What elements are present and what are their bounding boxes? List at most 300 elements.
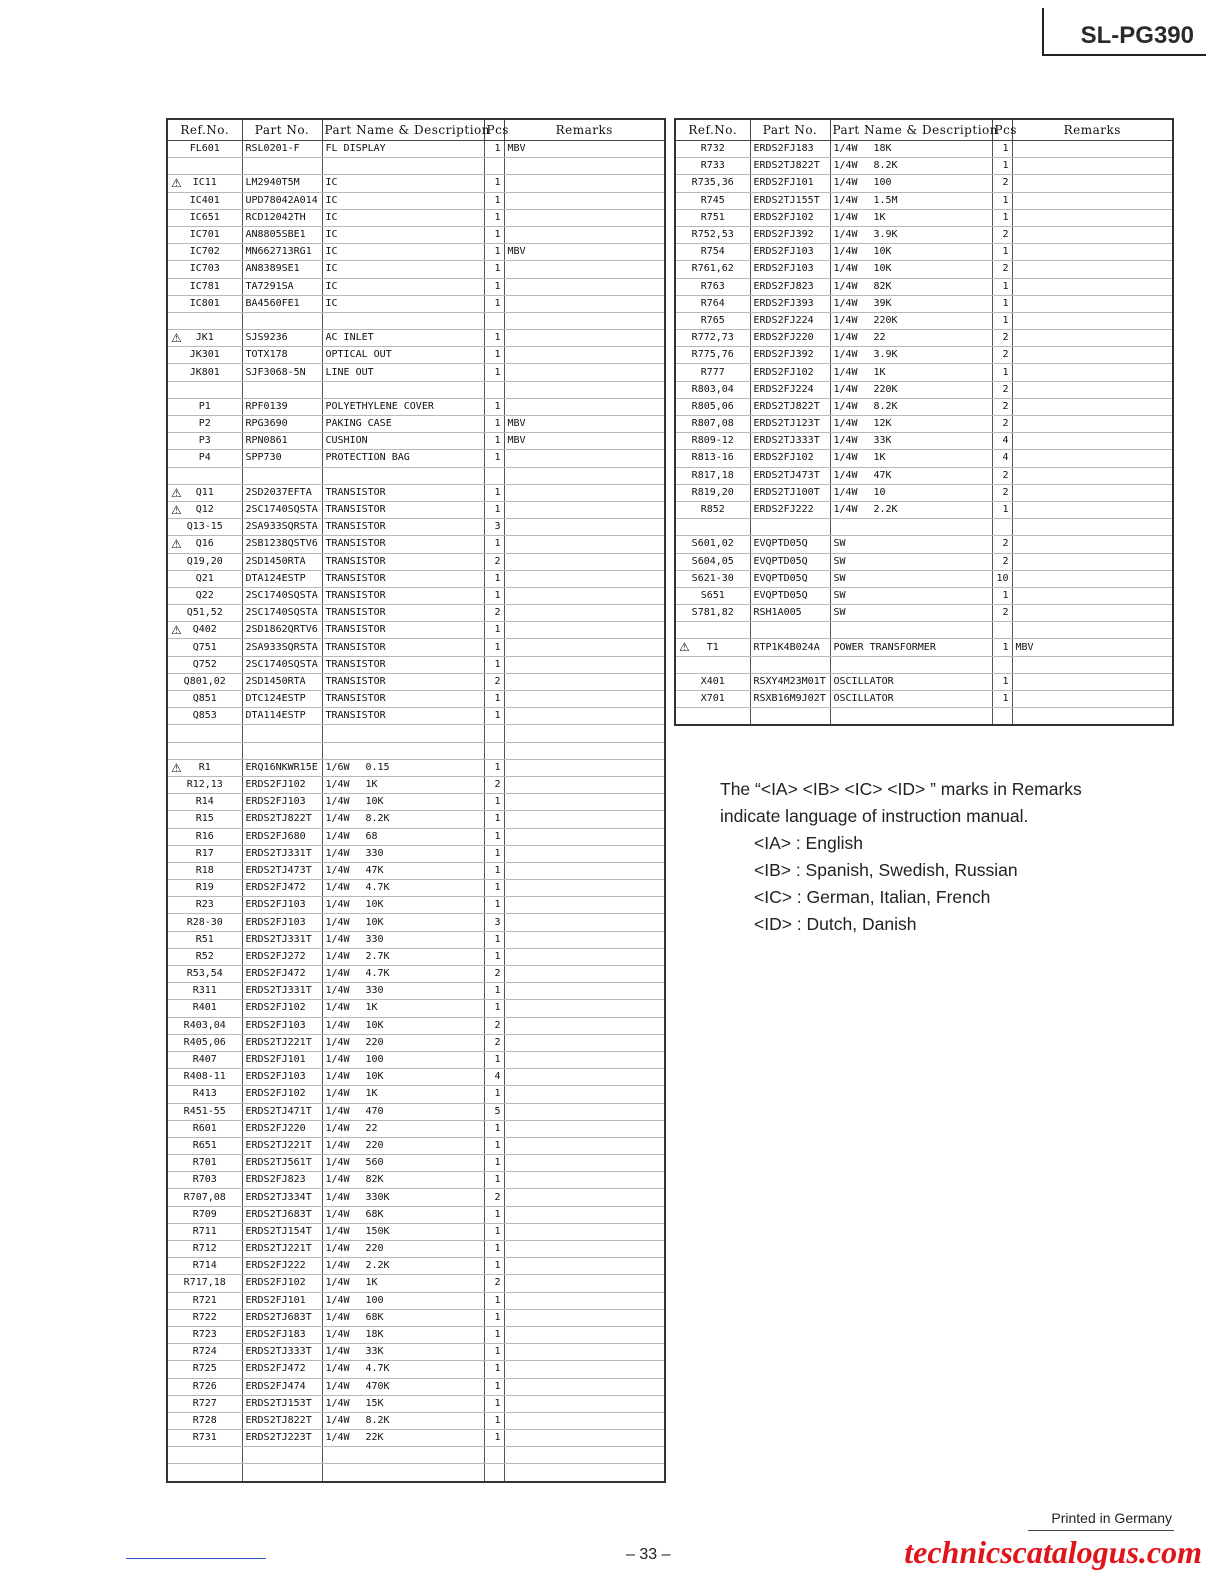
part-name: 1/4W <box>833 504 858 516</box>
site-watermark[interactable]: technicscatalogus.com <box>904 1534 1202 1570</box>
cell-remarks <box>504 1275 665 1292</box>
cell-pcs: 1 <box>484 828 504 845</box>
part-value: 330K <box>365 1191 390 1203</box>
cell-ref <box>675 295 750 312</box>
table-row <box>675 295 1173 312</box>
part-value: 33K <box>873 435 892 447</box>
cell-description <box>830 381 992 398</box>
cell-part-no: ERDS2FJ103 <box>242 914 322 931</box>
cell-description <box>322 656 484 673</box>
cell-description <box>322 141 484 158</box>
part-value: 330 <box>365 985 384 997</box>
table-row <box>167 364 665 381</box>
cell-description <box>830 656 992 673</box>
cell-ref <box>167 381 242 398</box>
cell-pcs: 1 <box>484 278 504 295</box>
cell-part-no <box>242 312 322 329</box>
cell-ref <box>675 433 750 450</box>
cell-pcs: 1 <box>992 192 1012 209</box>
part-name: 1/4W <box>325 1397 350 1409</box>
cell-ref <box>167 1258 242 1275</box>
cell-description <box>322 1430 484 1447</box>
cell-description <box>322 570 484 587</box>
cell-description <box>830 364 992 381</box>
cell-description <box>322 1361 484 1378</box>
cell-remarks <box>1012 467 1173 484</box>
table-row <box>167 605 665 622</box>
cell-pcs: 1 <box>992 278 1012 295</box>
part-name: LINE OUT <box>325 366 374 378</box>
part-value: 1K <box>873 366 886 378</box>
cell-part-no: ERDS2TJ331T <box>242 845 322 862</box>
cell-description <box>830 175 992 192</box>
cell-part-no: BA4560FE1 <box>242 295 322 312</box>
table-row <box>675 244 1173 261</box>
ref-number: R777 <box>700 366 725 378</box>
cell-part-no: DTA114ESTP <box>242 708 322 725</box>
table-row <box>167 742 665 759</box>
cell-part-no: ERDS2FJ680 <box>242 828 322 845</box>
cell-ref <box>167 931 242 948</box>
cell-ref <box>675 347 750 364</box>
cell-description <box>322 1241 484 1258</box>
ref-number: R763 <box>700 280 725 292</box>
cell-description <box>322 794 484 811</box>
part-name: 1/4W <box>833 400 858 412</box>
ref-number: R733 <box>700 160 725 172</box>
cell-description <box>322 691 484 708</box>
cell-pcs: 2 <box>484 966 504 983</box>
cell-part-no: ERDS2FJ392 <box>750 347 830 364</box>
part-value: 3.9K <box>873 349 898 361</box>
cell-ref <box>167 1206 242 1223</box>
cell-description <box>322 1309 484 1326</box>
cell-ref <box>167 622 242 639</box>
part-name: 1/4W <box>325 830 350 842</box>
cell-remarks <box>504 1258 665 1275</box>
table-row <box>675 312 1173 329</box>
cell-ref <box>167 175 242 192</box>
ref-number: Q11 <box>195 486 214 498</box>
ref-number: R14 <box>195 796 214 808</box>
part-name: 1/4W <box>325 1157 350 1169</box>
cell-description <box>322 209 484 226</box>
cell-ref <box>167 209 242 226</box>
cell-pcs: 2 <box>992 536 1012 553</box>
cell-ref <box>167 639 242 656</box>
cell-ref <box>167 1103 242 1120</box>
table-row <box>167 519 665 536</box>
ref-number: R752,53 <box>691 229 734 241</box>
part-name: 1/4W <box>325 916 350 928</box>
cell-remarks <box>1012 416 1173 433</box>
cell-remarks <box>504 398 665 415</box>
table-row <box>167 450 665 467</box>
ref-number: R807,08 <box>691 418 734 430</box>
ref-number: JK301 <box>189 349 220 361</box>
table-row <box>167 1223 665 1240</box>
part-name: 1/4W <box>325 1329 350 1341</box>
cell-part-no: DTC124ESTP <box>242 691 322 708</box>
part-name: 1/4W <box>325 1122 350 1134</box>
part-name: 1/4W <box>833 263 858 275</box>
cell-remarks <box>504 897 665 914</box>
cell-pcs: 1 <box>484 622 504 639</box>
table-row <box>675 605 1173 622</box>
cell-description <box>322 605 484 622</box>
cell-description <box>322 416 484 433</box>
cell-pcs: 1 <box>484 364 504 381</box>
table-row <box>167 570 665 587</box>
cell-ref <box>167 880 242 897</box>
part-value: 1K <box>365 779 378 791</box>
table-row <box>675 450 1173 467</box>
cell-description <box>322 1344 484 1361</box>
cell-ref <box>167 467 242 484</box>
cell-pcs: 1 <box>484 931 504 948</box>
table-row <box>167 536 665 553</box>
cell-remarks <box>1012 450 1173 467</box>
cell-ref <box>167 553 242 570</box>
cell-remarks <box>1012 141 1173 158</box>
cell-part-no: ERDS2FJ393 <box>750 295 830 312</box>
part-name: 1/4W <box>325 1432 350 1444</box>
ref-number: T1 <box>706 641 719 653</box>
table-row <box>167 983 665 1000</box>
cell-part-no: ERDS2FJ183 <box>750 141 830 158</box>
cell-remarks <box>504 639 665 656</box>
cell-description <box>322 1034 484 1051</box>
part-name: 1/4W <box>325 1260 350 1272</box>
cell-ref <box>167 708 242 725</box>
cell-part-no: ERDS2TJ822T <box>242 1412 322 1429</box>
part-value: 47K <box>873 469 892 481</box>
cell-part-no: ERDS2TJ822T <box>750 158 830 175</box>
part-name: TRANSISTOR <box>325 486 386 498</box>
ref-number: R731 <box>192 1432 217 1444</box>
part-value: 1K <box>365 1002 378 1014</box>
cell-description <box>322 1051 484 1068</box>
table-row <box>167 141 665 158</box>
ref-number: R732 <box>700 143 725 155</box>
part-name: IC <box>325 177 338 189</box>
part-value: 12K <box>873 418 892 430</box>
warning-triangle-icon: ⚠ <box>171 502 182 517</box>
cell-ref <box>167 742 242 759</box>
ref-number: JK1 <box>195 332 214 344</box>
cell-part-no: ERDS2TJ471T <box>242 1103 322 1120</box>
cell-remarks <box>504 519 665 536</box>
cell-pcs: 1 <box>992 691 1012 708</box>
cell-description <box>830 536 992 553</box>
cell-description <box>322 759 484 776</box>
cell-part-no <box>242 1447 322 1464</box>
table-row <box>167 261 665 278</box>
cell-part-no <box>242 725 322 742</box>
cell-part-no: RSXY4M23M01T <box>750 673 830 690</box>
cell-pcs: 1 <box>484 1258 504 1275</box>
table-row <box>167 1309 665 1326</box>
cell-ref <box>675 226 750 243</box>
cell-remarks <box>504 1395 665 1412</box>
cell-remarks <box>504 931 665 948</box>
part-name: 1/4W <box>325 1380 350 1392</box>
cell-remarks <box>504 278 665 295</box>
part-value: 470 <box>365 1105 384 1117</box>
ref-number: R724 <box>192 1346 217 1358</box>
cell-description <box>322 1017 484 1034</box>
table-row <box>167 828 665 845</box>
cell-ref <box>675 519 750 536</box>
ref-number: R709 <box>192 1208 217 1220</box>
table-row <box>167 1344 665 1361</box>
cell-pcs: 2 <box>992 330 1012 347</box>
part-value: 8.2K <box>365 1414 390 1426</box>
cell-description <box>322 1275 484 1292</box>
cell-remarks <box>504 1464 665 1482</box>
cell-part-no: ERDS2TJ822T <box>242 811 322 828</box>
part-name: TRANSISTOR <box>325 658 386 670</box>
cell-description <box>322 192 484 209</box>
cell-ref <box>167 261 242 278</box>
cell-ref <box>675 605 750 622</box>
table-row <box>167 347 665 364</box>
cell-remarks <box>1012 587 1173 604</box>
table-row <box>167 622 665 639</box>
part-value: 10K <box>873 263 892 275</box>
cell-ref <box>675 536 750 553</box>
cell-ref <box>167 914 242 931</box>
cell-part-no: ERDS2FJ103 <box>750 244 830 261</box>
table-row <box>167 708 665 725</box>
cell-ref <box>675 381 750 398</box>
part-name: 1/4W <box>833 435 858 447</box>
cell-description <box>322 484 484 501</box>
cell-ref <box>167 948 242 965</box>
table-row <box>167 914 665 931</box>
table-row <box>167 862 665 879</box>
cell-description <box>830 347 992 364</box>
part-value: 330 <box>365 847 384 859</box>
cell-pcs: 1 <box>484 1292 504 1309</box>
cell-pcs: 1 <box>484 175 504 192</box>
cell-description <box>322 1069 484 1086</box>
cell-pcs: 1 <box>484 209 504 226</box>
cell-ref <box>675 484 750 501</box>
cell-pcs: 2 <box>992 381 1012 398</box>
ref-number: R727 <box>192 1397 217 1409</box>
cell-ref <box>167 1378 242 1395</box>
col-pcs-header: Pcs <box>992 119 1012 141</box>
part-name: IC <box>325 229 338 241</box>
part-value: 10K <box>873 246 892 258</box>
part-name: 1/4W <box>325 985 350 997</box>
cell-description <box>322 1378 484 1395</box>
part-name: 1/4W <box>325 1139 350 1151</box>
cell-remarks <box>1012 673 1173 690</box>
cell-part-no: EVQPTD05Q <box>750 536 830 553</box>
cell-ref <box>167 1017 242 1034</box>
cell-ref <box>675 192 750 209</box>
ref-number: R817,18 <box>691 469 734 481</box>
ref-number: IC401 <box>189 194 220 206</box>
cell-ref <box>167 1051 242 1068</box>
cell-pcs: 1 <box>484 330 504 347</box>
cell-remarks <box>1012 433 1173 450</box>
part-name: TRANSISTOR <box>325 521 386 533</box>
part-name: FL DISPLAY <box>325 143 386 155</box>
cell-remarks <box>504 209 665 226</box>
cell-description <box>830 278 992 295</box>
table-row <box>167 1378 665 1395</box>
ref-number: R725 <box>192 1363 217 1375</box>
cell-description <box>830 708 992 726</box>
ref-number: R403,04 <box>183 1019 226 1031</box>
cell-remarks <box>504 330 665 347</box>
ref-number: R803,04 <box>691 383 734 395</box>
cell-ref <box>167 1309 242 1326</box>
cell-pcs: 2 <box>484 1017 504 1034</box>
note-line-2: indicate language of instruction manual. <box>720 806 1029 826</box>
table-row <box>167 1172 665 1189</box>
cell-part-no: ERDS2TJ223T <box>242 1430 322 1447</box>
part-name: 1/4W <box>833 349 858 361</box>
cell-part-no: 2SA933SQRSTA <box>242 639 322 656</box>
cell-description <box>322 1172 484 1189</box>
cell-pcs: 1 <box>992 244 1012 261</box>
ref-number: R717,18 <box>183 1277 226 1289</box>
cell-description <box>322 1137 484 1154</box>
part-name: 1/4W <box>325 968 350 980</box>
cell-part-no: ERDS2FJ101 <box>242 1051 322 1068</box>
part-name: 1/4W <box>833 211 858 223</box>
cell-remarks <box>504 914 665 931</box>
ref-number: R728 <box>192 1414 217 1426</box>
cell-remarks <box>504 862 665 879</box>
table-row <box>167 673 665 690</box>
cell-ref <box>167 1241 242 1258</box>
ref-number: Q22 <box>195 589 214 601</box>
cell-remarks <box>504 673 665 690</box>
cell-pcs: 1 <box>484 416 504 433</box>
cell-description <box>322 828 484 845</box>
cell-pcs: 1 <box>992 639 1012 656</box>
ref-number: FL601 <box>189 143 220 155</box>
cell-pcs: 1 <box>484 1241 504 1258</box>
table-row <box>167 1137 665 1154</box>
table-row <box>167 1051 665 1068</box>
cell-ref <box>167 433 242 450</box>
cell-remarks <box>504 759 665 776</box>
ref-number: Q751 <box>192 641 217 653</box>
cell-part-no: 2SD1862QRTV6 <box>242 622 322 639</box>
table-row <box>167 1189 665 1206</box>
cell-remarks <box>1012 570 1173 587</box>
table-row <box>167 484 665 501</box>
part-name: 1/4W <box>325 1346 350 1358</box>
cell-description <box>322 553 484 570</box>
cell-remarks <box>1012 484 1173 501</box>
cell-part-no: LM2940T5M <box>242 175 322 192</box>
cell-description <box>830 209 992 226</box>
table-row <box>675 158 1173 175</box>
ref-number: IC801 <box>189 297 220 309</box>
cell-pcs: 1 <box>484 192 504 209</box>
cell-description <box>322 261 484 278</box>
ref-number: R775,76 <box>691 349 734 361</box>
cell-remarks <box>504 966 665 983</box>
table-row <box>675 381 1173 398</box>
ref-number: R707,08 <box>183 1191 226 1203</box>
cell-remarks <box>504 1051 665 1068</box>
part-value: 15K <box>365 1397 384 1409</box>
cell-pcs: 1 <box>484 862 504 879</box>
part-name: 1/4W <box>325 1277 350 1289</box>
cell-remarks <box>504 708 665 725</box>
cell-ref <box>675 416 750 433</box>
part-name: 1/4W <box>325 899 350 911</box>
cell-description <box>830 570 992 587</box>
part-name: IC <box>325 297 338 309</box>
cell-part-no: ERDS2FJ472 <box>242 966 322 983</box>
table-row <box>167 158 665 175</box>
note-ia: <IA> : English <box>754 833 863 853</box>
cell-pcs: 2 <box>992 175 1012 192</box>
ref-number: R311 <box>192 985 217 997</box>
cell-ref <box>675 639 750 656</box>
table-row <box>167 1241 665 1258</box>
cell-pcs: 2 <box>484 605 504 622</box>
cell-part-no: RSXB16M9J02T <box>750 691 830 708</box>
table-row <box>167 1034 665 1051</box>
cell-description <box>322 158 484 175</box>
table-row <box>167 1155 665 1172</box>
cell-pcs: 1 <box>992 364 1012 381</box>
cell-pcs: 1 <box>484 656 504 673</box>
part-value: 22 <box>365 1122 378 1134</box>
part-value: 18K <box>873 143 892 155</box>
part-name: IC <box>325 194 338 206</box>
ref-number: IC702 <box>189 246 220 258</box>
table-row <box>675 501 1173 518</box>
cell-pcs: 2 <box>992 347 1012 364</box>
table-row <box>675 673 1173 690</box>
cell-description <box>322 501 484 518</box>
warning-triangle-icon: ⚠ <box>171 176 182 191</box>
page-number: – 33 – <box>626 1546 671 1563</box>
cell-remarks <box>1012 381 1173 398</box>
part-name: 1/4W <box>325 779 350 791</box>
table-header-row <box>675 119 1173 141</box>
ref-number: Q51,52 <box>186 607 223 619</box>
cell-ref <box>675 244 750 261</box>
ref-number: R18 <box>195 864 214 876</box>
cell-description <box>830 605 992 622</box>
table-row <box>167 880 665 897</box>
table-row <box>167 1361 665 1378</box>
warning-triangle-icon: ⚠ <box>171 760 182 775</box>
cell-description <box>322 776 484 793</box>
cell-part-no: ERDS2FJ101 <box>242 1292 322 1309</box>
cell-part-no: ERDS2TJ153T <box>242 1395 322 1412</box>
ref-number: Q801,02 <box>183 675 226 687</box>
cell-remarks <box>504 880 665 897</box>
cell-description <box>830 691 992 708</box>
part-name: IC <box>325 246 338 258</box>
part-value: 0.15 <box>365 761 390 773</box>
part-value: 22K <box>365 1432 384 1444</box>
cell-pcs <box>484 381 504 398</box>
